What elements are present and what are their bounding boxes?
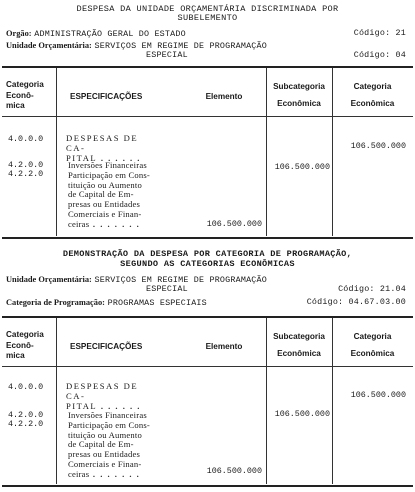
unidade-value-2-line1: SERVIÇOS EM REGIME DE PROGRAMAÇÃO xyxy=(94,275,267,285)
section2-title-line1: DEMONSTRAÇÃO DA DESPESA POR CATEGORIA DE PROGRAMAÇÃO, xyxy=(62,249,353,259)
table2-bottom-rule xyxy=(2,485,413,487)
table1-subcategoria-value: 106.500.000 xyxy=(274,162,330,172)
col-subcategoria-header: Subcategoria Econômica xyxy=(273,82,325,108)
section1-title-line2: SUBELEMENTO xyxy=(177,13,238,23)
orgao-code: Código: 21 xyxy=(353,28,406,38)
col-especificacoes-header: ESPECIFICAÇÕES xyxy=(70,92,143,101)
table2-spec-body: Inversões Financeiras Participação em Cons- tituição ou Aumento de Capital de Em- presas ou Entidades Comerciais e Finan- ceiras . . . . . . . xyxy=(68,410,150,479)
categoria-value: PROGRAMAS ESPECIAIS xyxy=(107,298,207,308)
categoria-label: Categoria de Programação: xyxy=(6,298,105,307)
orgao-value: ADMINISTRAÇÃO GERAL DO ESTADO xyxy=(34,29,186,39)
section1-unidade-line xyxy=(6,40,410,51)
col-categoria-header-2: Categoria Econô- mica xyxy=(6,330,44,360)
table1-categoria-value: 106.500.000 xyxy=(350,141,406,151)
table2-code-4000: 4.0.0.0 xyxy=(8,382,44,392)
col-elemento-header: Elemento xyxy=(205,92,243,101)
section1-title-line1: DESPESA DA UNIDADE ORÇAMENTÁRIA DISCRIMINADA POR xyxy=(76,4,339,14)
table2-code-4200: 4.2.0.0 xyxy=(8,410,44,420)
unidade-value-line1: SERVIÇOS EM REGIME DE PROGRAMAÇÃO xyxy=(94,41,267,51)
categoria-code: Código: 04.67.03.00 xyxy=(306,297,406,307)
col-especificacoes-header-2: ESPECIFICAÇÕES xyxy=(70,342,143,351)
table2-code-4220: 4.2.2.0 xyxy=(8,419,44,429)
orgao-label: Orgão: xyxy=(6,29,32,38)
unidade-label: Unidade Orçamentária: xyxy=(6,41,92,50)
table1 xyxy=(2,68,413,236)
unidade-value-line2: ESPECIAL xyxy=(146,50,188,60)
col-categoria-header: Categoria Econô- mica xyxy=(6,80,44,110)
unidade-code: Código: 04 xyxy=(353,50,406,60)
section2-title-line2: SEGUNDO AS CATEGORIAS ECONÔMICAS xyxy=(120,259,295,269)
table1-spec-header: DESPESAS DE CA- PITAL . . . . . . xyxy=(66,133,141,163)
col-categoria-econ-header-2: Categoria Econômica xyxy=(350,332,395,358)
table1-elemento-value: 106.500.000 xyxy=(206,219,262,229)
unidade-label-2: Unidade Orçamentária: xyxy=(6,275,92,284)
table1-code-4000: 4.0.0.0 xyxy=(8,134,44,144)
table2-spec-header: DESPESAS DE CA- PITAL . . . . . . xyxy=(66,381,141,411)
section1-orgao-line xyxy=(6,28,410,39)
table2 xyxy=(2,318,413,484)
table1-spec-body: Inversões Financeiras Participação em Cons- tituição ou Aumento de Capital de Em- presas ou Entidades Comerciais e Finan- ceiras . . . . . . . xyxy=(68,160,150,229)
col-subcategoria-header-2: Subcategoria Econômica xyxy=(273,332,325,358)
unidade-value-2-line2: ESPECIAL xyxy=(146,284,188,294)
table2-elemento-value: 106.500.000 xyxy=(206,466,262,476)
table1-code-4200: 4.2.0.0 xyxy=(8,160,44,170)
table1-code-4220: 4.2.2.0 xyxy=(8,169,44,179)
table1-bottom-rule xyxy=(2,237,413,239)
unidade-code-2: Código: 21.04 xyxy=(338,284,406,294)
table2-categoria-value: 106.500.000 xyxy=(350,390,406,400)
col-elemento-header-2: Elemento xyxy=(205,342,243,351)
col-categoria-econ-header: Categoria Econômica xyxy=(350,82,395,108)
section2-categoria-line xyxy=(6,297,410,308)
table2-subcategoria-value: 106.500.000 xyxy=(274,409,330,419)
